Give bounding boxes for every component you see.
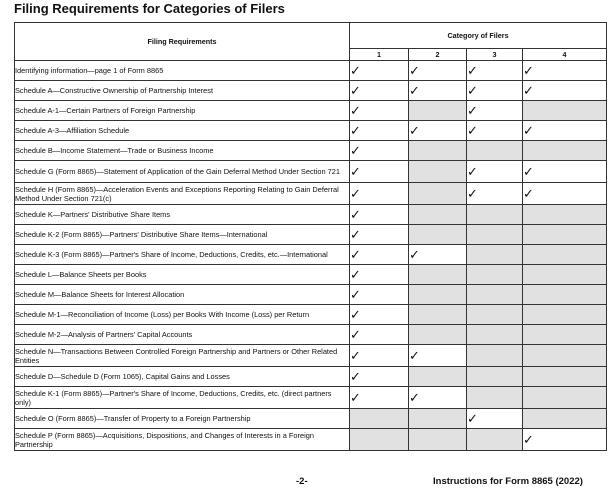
- check-mark-icon: ✓: [350, 247, 361, 263]
- requirement-label: Schedule M—Balance Sheets for Interest Allocation: [15, 285, 350, 305]
- category-4-cell: [523, 265, 607, 285]
- category-3-header: 3: [467, 49, 523, 61]
- category-2-cell: [409, 161, 467, 183]
- check-mark-icon: ✓: [467, 103, 478, 119]
- category-2-cell: [409, 101, 467, 121]
- filing-requirements-table: [14, 22, 607, 451]
- requirement-label: Schedule K-3 (Form 8865)—Partner's Share of Income, Deductions, Credits, etc.—International: [15, 245, 350, 265]
- category-of-filers-header: Category of Filers: [350, 23, 607, 49]
- category-1-cell: [350, 429, 409, 451]
- requirement-label: Schedule G (Form 8865)—Statement of Application of the Gain Deferral Method Under Section 721: [15, 161, 350, 183]
- category-1-cell: [350, 183, 409, 205]
- category-4-cell: [523, 429, 607, 451]
- category-4-cell: [523, 205, 607, 225]
- category-1-cell: [350, 305, 409, 325]
- check-mark-icon: ✓: [523, 83, 534, 99]
- category-4-cell: [523, 305, 607, 325]
- category-3-cell: [467, 285, 523, 305]
- requirement-label: Schedule P (Form 8865)—Acquisitions, Dispositions, and Changes of Interests in a Foreign Partnership: [15, 429, 350, 451]
- requirement-label: Schedule A-3—Affiliation Schedule: [15, 121, 350, 141]
- check-mark-icon: ✓: [350, 287, 361, 303]
- category-2-header: 2: [409, 49, 467, 61]
- category-4-cell: [523, 225, 607, 245]
- table-row: [15, 183, 607, 205]
- category-3-cell: [467, 367, 523, 387]
- requirement-label: Schedule A—Constructive Ownership of Partnership Interest: [15, 81, 350, 101]
- table-row: [15, 225, 607, 245]
- category-1-cell: [350, 101, 409, 121]
- category-3-cell: [467, 225, 523, 245]
- check-mark-icon: ✓: [409, 63, 420, 79]
- category-4-cell: [523, 101, 607, 121]
- requirement-label: Schedule D—Schedule D (Form 1065), Capital Gains and Losses: [15, 367, 350, 387]
- check-mark-icon: ✓: [350, 103, 361, 119]
- table-row: [15, 345, 607, 367]
- category-3-cell: [467, 325, 523, 345]
- check-mark-icon: ✓: [523, 186, 534, 202]
- category-2-cell: [409, 205, 467, 225]
- requirement-label: Schedule K-2 (Form 8865)—Partners' Distributive Share Items—International: [15, 225, 350, 245]
- form-instructions-footer: Instructions for Form 8865 (2022): [433, 476, 583, 487]
- table-row: [15, 409, 607, 429]
- check-mark-icon: ✓: [467, 186, 478, 202]
- category-1-cell: [350, 225, 409, 245]
- requirement-label: Schedule K—Partners' Distributive Share Items: [15, 205, 350, 225]
- table-row: [15, 205, 607, 225]
- requirement-label: Schedule H (Form 8865)—Acceleration Events and Exceptions Reporting Relating to Gain Deferral Method Under Section 721(c): [15, 183, 350, 205]
- category-2-cell: [409, 81, 467, 101]
- table-row: [15, 367, 607, 387]
- requirement-label: Schedule L—Balance Sheets per Books: [15, 265, 350, 285]
- requirement-label: Schedule B—Income Statement—Trade or Business Income: [15, 141, 350, 161]
- category-3-cell: [467, 81, 523, 101]
- category-2-cell: [409, 305, 467, 325]
- category-4-cell: [523, 367, 607, 387]
- check-mark-icon: ✓: [350, 164, 361, 180]
- category-3-cell: [467, 345, 523, 367]
- table-row: [15, 81, 607, 101]
- category-4-cell: [523, 345, 607, 367]
- category-4-cell: [523, 409, 607, 429]
- category-2-cell: [409, 325, 467, 345]
- category-4-cell: [523, 387, 607, 409]
- category-2-cell: [409, 121, 467, 141]
- category-3-cell: [467, 121, 523, 141]
- check-mark-icon: ✓: [523, 164, 534, 180]
- requirement-label: Schedule A-1—Certain Partners of Foreign Partnership: [15, 101, 350, 121]
- category-2-cell: [409, 265, 467, 285]
- check-mark-icon: ✓: [350, 348, 361, 364]
- category-1-cell: [350, 285, 409, 305]
- check-mark-icon: ✓: [350, 207, 361, 223]
- category-1-cell: [350, 367, 409, 387]
- check-mark-icon: ✓: [350, 327, 361, 343]
- check-mark-icon: ✓: [350, 267, 361, 283]
- table-body: [15, 61, 607, 451]
- category-4-cell: [523, 325, 607, 345]
- table-row: [15, 61, 607, 81]
- category-2-cell: [409, 429, 467, 451]
- table-row: [15, 101, 607, 121]
- category-1-cell: [350, 245, 409, 265]
- category-2-cell: [409, 183, 467, 205]
- table-row: [15, 121, 607, 141]
- category-1-cell: [350, 265, 409, 285]
- table-row: [15, 325, 607, 345]
- table-row: [15, 429, 607, 451]
- requirement-label: Schedule N—Transactions Between Controlled Foreign Partnership and Partners or Other Related Entities: [15, 345, 350, 367]
- check-mark-icon: ✓: [467, 164, 478, 180]
- check-mark-icon: ✓: [467, 63, 478, 79]
- filing-requirements-header: Filing Requirements: [15, 23, 350, 61]
- check-mark-icon: ✓: [467, 83, 478, 99]
- check-mark-icon: ✓: [523, 123, 534, 139]
- category-4-cell: [523, 285, 607, 305]
- requirement-label: Schedule K-1 (Form 8865)—Partner's Share of Income, Deductions, Credits, etc. (direct partners only): [15, 387, 350, 409]
- category-1-cell: [350, 141, 409, 161]
- category-2-cell: [409, 409, 467, 429]
- table-row: [15, 245, 607, 265]
- page-title: Filing Requirements for Categories of Filers: [14, 1, 285, 16]
- category-1-header: 1: [350, 49, 409, 61]
- category-2-cell: [409, 387, 467, 409]
- category-1-cell: [350, 81, 409, 101]
- requirement-label: Schedule M-2—Analysis of Partners' Capital Accounts: [15, 325, 350, 345]
- check-mark-icon: ✓: [523, 63, 534, 79]
- check-mark-icon: ✓: [350, 369, 361, 385]
- page-number: -2-: [296, 476, 308, 487]
- requirement-label: Identifying information—page 1 of Form 8865: [15, 61, 350, 81]
- category-3-cell: [467, 161, 523, 183]
- category-4-cell: [523, 161, 607, 183]
- check-mark-icon: ✓: [409, 83, 420, 99]
- category-1-cell: [350, 161, 409, 183]
- category-1-cell: [350, 409, 409, 429]
- check-mark-icon: ✓: [523, 432, 534, 448]
- category-3-cell: [467, 265, 523, 285]
- category-2-cell: [409, 61, 467, 81]
- check-mark-icon: ✓: [350, 307, 361, 323]
- category-1-cell: [350, 387, 409, 409]
- category-4-cell: [523, 61, 607, 81]
- check-mark-icon: ✓: [350, 186, 361, 202]
- category-3-cell: [467, 387, 523, 409]
- check-mark-icon: ✓: [350, 390, 361, 406]
- table-row: [15, 265, 607, 285]
- requirement-label: Schedule M-1—Reconciliation of Income (Loss) per Books With Income (Loss) per Return: [15, 305, 350, 325]
- table-row: [15, 387, 607, 409]
- category-3-cell: [467, 205, 523, 225]
- category-1-cell: [350, 121, 409, 141]
- table-row: [15, 161, 607, 183]
- category-4-cell: [523, 245, 607, 265]
- check-mark-icon: ✓: [350, 123, 361, 139]
- check-mark-icon: ✓: [350, 227, 361, 243]
- category-4-cell: [523, 81, 607, 101]
- category-2-cell: [409, 141, 467, 161]
- category-1-cell: [350, 325, 409, 345]
- category-4-cell: [523, 141, 607, 161]
- table-row: [15, 141, 607, 161]
- table-row: [15, 285, 607, 305]
- category-4-cell: [523, 183, 607, 205]
- check-mark-icon: ✓: [409, 247, 420, 263]
- category-3-cell: [467, 429, 523, 451]
- category-4-cell: [523, 121, 607, 141]
- category-2-cell: [409, 367, 467, 387]
- category-2-cell: [409, 225, 467, 245]
- category-1-cell: [350, 205, 409, 225]
- check-mark-icon: ✓: [350, 83, 361, 99]
- check-mark-icon: ✓: [467, 123, 478, 139]
- category-3-cell: [467, 245, 523, 265]
- check-mark-icon: ✓: [467, 411, 478, 427]
- category-2-cell: [409, 345, 467, 367]
- category-2-cell: [409, 285, 467, 305]
- requirement-label: Schedule O (Form 8865)—Transfer of Property to a Foreign Partnership: [15, 409, 350, 429]
- category-3-cell: [467, 141, 523, 161]
- category-3-cell: [467, 61, 523, 81]
- check-mark-icon: ✓: [350, 63, 361, 79]
- category-1-cell: [350, 61, 409, 81]
- category-3-cell: [467, 409, 523, 429]
- category-3-cell: [467, 101, 523, 121]
- category-2-cell: [409, 245, 467, 265]
- check-mark-icon: ✓: [350, 143, 361, 159]
- category-4-header: 4: [523, 49, 607, 61]
- category-1-cell: [350, 345, 409, 367]
- category-3-cell: [467, 305, 523, 325]
- check-mark-icon: ✓: [409, 390, 420, 406]
- category-3-cell: [467, 183, 523, 205]
- check-mark-icon: ✓: [409, 123, 420, 139]
- check-mark-icon: ✓: [409, 348, 420, 364]
- table-row: [15, 305, 607, 325]
